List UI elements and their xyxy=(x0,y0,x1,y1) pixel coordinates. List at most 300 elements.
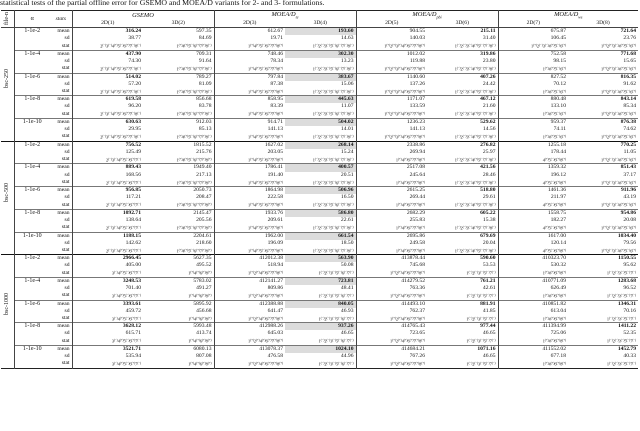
value-cell: 11.07 xyxy=(341,103,354,110)
value-cell: 851.43 xyxy=(620,164,637,171)
value-cell: 411394.99 xyxy=(498,323,568,331)
value-cell: 563.90 xyxy=(285,255,356,263)
table-row xyxy=(1,194,638,201)
value-cell: 1461.36 xyxy=(498,187,568,195)
stat-label-cell: mean xyxy=(57,164,70,171)
stat-label-cell: sd xyxy=(64,171,70,178)
value-cell: 125.49 xyxy=(72,149,143,156)
value-cell: 1(+)4(+)5(−)6(+)7(+)8(+) xyxy=(214,133,285,141)
file-name-label: bsc-500 xyxy=(4,182,10,202)
value-cell: 2050.73 xyxy=(193,187,212,194)
value-cell: 491.27 xyxy=(196,284,212,291)
value-cell: 2(−)3(−)4(+)5(−)6(+)7(−)8(−) xyxy=(72,65,143,73)
value-cell: 723.81 xyxy=(285,277,356,285)
value-cell: 22.61 xyxy=(340,216,354,223)
table-row xyxy=(1,330,638,337)
value-cell: 191.40 xyxy=(214,172,285,179)
value-cell: 816.35 xyxy=(620,73,637,80)
table-row xyxy=(1,217,638,224)
value-cell: 4(+)5(−)6(+)8(+) xyxy=(498,201,568,209)
value-cell: 1(+)2(+)4(+)6(+)7(+)8(+) xyxy=(214,269,285,277)
value-cell: 506.96 xyxy=(285,187,356,195)
file-name-cell xyxy=(1,255,14,368)
value-cell: 619.58 xyxy=(72,96,143,104)
value-cell: 96.20 xyxy=(72,103,143,110)
table-row xyxy=(1,96,638,104)
value-cell: 1(+)4(+)5(−)6(+) xyxy=(498,110,568,118)
value-cell: 1140.60 xyxy=(356,73,427,81)
value-cell: 48.41 xyxy=(340,284,354,291)
value-cell: 613.04 xyxy=(498,308,568,315)
table-row xyxy=(1,179,638,187)
value-cell: 6080.13 xyxy=(193,345,212,352)
value-cell: 1(+)4(+)5(−)6(+) xyxy=(498,65,568,73)
value-cell: 807.08 xyxy=(196,353,212,360)
header-row-cols xyxy=(1,20,638,28)
value-cell: 977.44 xyxy=(480,323,496,330)
value-cell: 1(+)4(+)6(+)7(+)8(+) xyxy=(356,179,427,187)
value-cell: 1(−)2(−)3(−)4(+)5(−)7(−)8(−) xyxy=(454,179,496,186)
table-row xyxy=(1,292,638,300)
value-cell: 1(+)4(+)6(+)8(+) xyxy=(188,270,212,276)
value-cell: 1(+)2(+)3(+)4(+)6(+)7(+)8(+) xyxy=(356,42,427,50)
value-cell: 1(+)4(+)5(−)6(+)7(+)8(+) xyxy=(176,202,212,208)
value-cell: 11.05 xyxy=(623,148,637,155)
results-table xyxy=(1,10,638,369)
value-cell: 410771.09 xyxy=(498,277,568,285)
value-cell: 29.61 xyxy=(482,194,496,201)
stat-label-cell: sd xyxy=(64,148,70,155)
value-cell: 476.58 xyxy=(214,353,285,360)
value-cell: 459.72 xyxy=(72,308,143,315)
value-cell: 1(+)4(+)5(−)6(+)7(+)8(+) xyxy=(176,179,212,186)
value-cell: 2338.86 xyxy=(356,141,427,149)
value-cell: 245.64 xyxy=(356,172,427,179)
value-cell: 605.22 xyxy=(480,209,496,216)
table-caption: statistical tests of the partial offline error for GSEMO and MOEA/D variants for 2- and 3- formulations. xyxy=(0,0,325,7)
alpha-cell: 1-1e-6 xyxy=(24,187,41,194)
value-cell: 83.78 xyxy=(198,103,212,110)
value-cell: 20.08 xyxy=(623,216,637,223)
table-row xyxy=(1,141,638,149)
table-row xyxy=(1,224,638,232)
table-row xyxy=(1,201,638,209)
value-cell: 770.25 xyxy=(620,141,637,148)
value-cell: 1(−)2(−)3(−)5(−)6(−)7(−)8(−) xyxy=(312,224,354,231)
value-cell: 137.26 xyxy=(356,81,427,88)
value-cell: 133.10 xyxy=(498,103,568,110)
value-cell: 1(−)2(−)3(−)5(−)6(−)7(−) xyxy=(318,270,354,276)
value-cell: 1092.71 xyxy=(72,209,143,217)
value-cell: 1(+)4(+)6(+)7(+)8(+) xyxy=(356,201,427,209)
value-cell: 1(−)2(−)3(−)4(+)5(−)7(−)8(−) xyxy=(454,224,496,231)
value-cell: 1(+)2(−)3(−)4(+)5(−)6(+) xyxy=(498,42,568,50)
stat-label-cell: stat xyxy=(61,246,70,253)
value-cell: 2(−)3(−)4(+)5(−)6(+)7(−) xyxy=(72,224,143,232)
value-cell: 529.62 xyxy=(480,119,496,126)
value-cell: 21.60 xyxy=(482,103,496,110)
value-cell: 74.62 xyxy=(623,126,637,133)
algo-header-moead-te: MOEA/$D_{te}$ xyxy=(214,11,356,21)
value-cell: 1(+)4(+)6(+)8(+) xyxy=(498,315,568,323)
table-row xyxy=(1,345,638,353)
value-cell: 1(+)2(+)3(−)4(+)5(−)6(+) xyxy=(601,111,637,118)
value-cell: 756.52 xyxy=(72,141,143,149)
alpha-cell: 1-1e-4 xyxy=(24,277,41,284)
table-row xyxy=(1,172,638,179)
stat-label-cell: stat xyxy=(61,88,70,95)
value-cell: 2(−)3(−)4(+)5(−)6(+)7(−)8(−) xyxy=(72,133,143,141)
value-cell: 771.68 xyxy=(620,51,637,58)
algo-header-moead-pbi: MOEA/$D_{pbi}$ xyxy=(356,11,498,21)
value-cell: 641.47 xyxy=(214,308,285,315)
value-cell: 1(−)2(−)3(−)5(−)6(−)7(−) xyxy=(318,361,354,367)
value-cell: 205.56 xyxy=(196,216,212,223)
value-cell: 23.76 xyxy=(623,35,637,42)
value-cell: 1(+)4(+)5(−)6(+) xyxy=(498,133,568,141)
value-cell: 1(+)2(+)4(+)6(+)7(+)8(+) xyxy=(356,292,427,300)
table-row xyxy=(1,277,638,285)
value-cell: 218.60 xyxy=(196,239,212,246)
value-cell: 725.06 xyxy=(498,330,568,337)
table-row xyxy=(1,51,638,59)
value-cell: 797.84 xyxy=(214,73,285,81)
value-cell: 1(−)2(−)3(−)5(−)6(−)7(−)8(−) xyxy=(312,43,354,50)
value-cell: 85.13 xyxy=(198,126,212,133)
table-row xyxy=(1,247,638,255)
value-cell: 677.18 xyxy=(498,353,568,360)
value-cell: 70.16 xyxy=(623,307,637,314)
table-row xyxy=(1,337,638,345)
value-cell: 1(+)4(+)5(−)6(+)7(+)8(−) xyxy=(176,134,212,140)
value-cell: 1(−)2(−)3(−)5(−)7(−) xyxy=(606,338,637,344)
value-cell: 2(−)3(−)4(+)5(−)6(+)7(−) xyxy=(72,201,143,209)
value-cell: 762.37 xyxy=(356,308,427,315)
stat-label-cell: stat xyxy=(61,65,70,72)
value-cell: 215.11 xyxy=(480,28,496,35)
value-cell: 1(+)4(+)5(−)6(+)7(+)8(−) xyxy=(176,111,212,118)
value-cell: 15.06 xyxy=(340,80,354,87)
value-cell: 1(+)4(+)6(+)8(+) xyxy=(188,361,212,367)
alpha-cell: 1-1e-6 xyxy=(24,300,41,307)
value-cell: 701.40 xyxy=(72,285,143,292)
stat-label-cell: stat xyxy=(61,201,70,208)
value-cell: 445.63 xyxy=(285,96,356,104)
value-cell: 1(+)2(+)3(+)4(+)6(+)7(+)8(+) xyxy=(356,65,427,73)
value-cell: 763.36 xyxy=(356,285,427,292)
value-cell: 911.96 xyxy=(620,187,637,194)
value-cell: 767.26 xyxy=(356,353,427,360)
value-cell: 15.65 xyxy=(623,58,637,65)
value-cell: 302.30 xyxy=(285,51,356,59)
value-cell: 217.13 xyxy=(196,171,212,178)
value-cell: 18.50 xyxy=(340,239,354,246)
stat-label-cell: mean xyxy=(57,51,70,58)
value-cell: 1(+)4(+)5(−)6(+)7(+)8(−) xyxy=(176,66,212,72)
value-cell: 1(+)4(+)6(+)8(+) xyxy=(188,315,212,322)
value-cell: 412388.88 xyxy=(214,300,285,308)
stat-label-cell: sd xyxy=(64,330,70,337)
stat-label-cell: mean xyxy=(57,119,70,126)
value-cell: 83.39 xyxy=(214,103,285,110)
table-row xyxy=(1,285,638,292)
value-cell: 1(+)2(+)3(−)4(+)5(−)6(+) xyxy=(601,88,637,95)
value-cell: 14.63 xyxy=(340,35,354,42)
stat-label-cell: sd xyxy=(64,239,70,246)
value-cell: 81.09 xyxy=(198,80,212,87)
value-cell: 41.85 xyxy=(482,307,496,314)
table-row xyxy=(1,88,638,96)
file-name-label: bsc-250 xyxy=(4,69,10,89)
stat-label-cell: mean xyxy=(57,300,70,307)
col-header-5: 2D(5) xyxy=(356,20,427,28)
value-cell: 411552.02 xyxy=(498,345,568,353)
value-cell: 1(−)2(−)3(−)5(−)7(−) xyxy=(606,292,637,299)
value-cell: 1(−)2(−)3(−)4(+)5(−)7(−)8(−) xyxy=(454,43,496,50)
stat-label-cell: stat xyxy=(61,292,70,299)
value-cell: 1452.79 xyxy=(617,345,637,352)
value-cell: 586.80 xyxy=(285,209,356,217)
value-cell: 421.56 xyxy=(480,164,496,171)
value-cell: 4(+)5(−)6(+)8(+) xyxy=(498,156,568,164)
stat-label-cell: sd xyxy=(64,284,70,291)
value-cell: 84.69 xyxy=(198,35,212,42)
value-cell: 316.24 xyxy=(72,28,143,36)
value-cell: 1(+)4(+)5(−)6(+) xyxy=(498,88,568,96)
table-row xyxy=(1,209,638,217)
value-cell: 96.52 xyxy=(623,284,637,291)
stat-label-cell: stat xyxy=(61,224,70,231)
table-row xyxy=(1,81,638,88)
table-row xyxy=(1,315,638,323)
value-cell: 16.50 xyxy=(340,194,354,201)
stat-label-cell: sd xyxy=(64,126,70,133)
value-cell: 1012.02 xyxy=(356,51,427,59)
stat-label-cell: mean xyxy=(57,323,70,330)
value-cell: 1(+)2(+)4(+)6(+)7(+)8(+) xyxy=(356,315,427,323)
value-cell: 1(+)2(+)4(+)6(+)7(+)8(+) xyxy=(214,315,285,323)
value-cell: 19.71 xyxy=(214,35,285,42)
stat-label-cell: mean xyxy=(57,255,70,262)
value-cell: 70.12 xyxy=(498,81,568,88)
table-row xyxy=(1,133,638,141)
value-cell: 1627.02 xyxy=(214,141,285,149)
value-cell: 2(−)3(−)4(+)5(−)6(+)7(−)8(−) xyxy=(72,110,143,118)
value-cell: 1(−)2(−)3(−)5(−)7(−) xyxy=(606,315,637,322)
value-cell: 20.04 xyxy=(482,239,496,246)
value-cell: 413878.44 xyxy=(356,255,427,263)
value-cell: 880.48 xyxy=(498,96,568,104)
table-row xyxy=(1,58,638,65)
value-cell: 140.03 xyxy=(356,35,427,42)
table-row xyxy=(1,262,638,269)
stat-label-cell: mean xyxy=(57,73,70,80)
value-cell: 3(−)4(+)5(−)6(+)7(−) xyxy=(72,269,143,277)
value-cell: 95.62 xyxy=(623,262,637,269)
value-cell: 1(+)4(+)6(+)7(+)8(+) xyxy=(356,224,427,232)
value-cell: 5993.48 xyxy=(193,323,212,330)
value-cell: 142.62 xyxy=(72,240,143,247)
value-cell: 414765.43 xyxy=(356,323,427,331)
alpha-cell: 1-1e-8 xyxy=(24,209,41,216)
value-cell: 178.44 xyxy=(498,149,568,156)
value-cell: 2(−)3(−)4(+)5(−)6(+)7(−)8(−) xyxy=(72,88,143,96)
col-header-8: 3D(8) xyxy=(596,20,610,27)
value-cell: 1(−)2(−)3(−)5(−)7(−) xyxy=(466,338,496,344)
value-cell: 78.34 xyxy=(214,58,285,65)
value-cell: 1071.16 xyxy=(477,345,496,352)
value-cell: 1(+)2(+)4(+)6(+)7(+)8(+) xyxy=(214,337,285,345)
value-cell: 133.59 xyxy=(356,103,427,110)
alpha-cell: 1-1e-2 xyxy=(24,28,41,35)
value-cell: 1(+)4(+)5(−)6(+)7(+)8(+) xyxy=(176,247,212,254)
value-cell: 1(+)4(+)5(−)6(+)7(+)8(+) xyxy=(214,224,285,232)
header-row-algos xyxy=(1,11,638,21)
table-row xyxy=(1,35,638,42)
value-cell: 43.19 xyxy=(623,194,637,201)
value-cell: 119.88 xyxy=(356,58,427,65)
value-cell: 138.64 xyxy=(72,217,143,224)
value-cell: 29.95 xyxy=(72,126,143,133)
value-cell: 1933.76 xyxy=(214,209,285,217)
value-cell: 208.47 xyxy=(196,194,212,201)
table-row xyxy=(1,126,638,133)
value-cell: 721.64 xyxy=(620,28,637,35)
value-cell: 1(+)4(+)5(−)6(+)7(+)8(+) xyxy=(214,156,285,164)
value-cell: 87.38 xyxy=(214,81,285,88)
value-cell: 881.91 xyxy=(480,300,496,307)
value-cell: 1188.15 xyxy=(72,232,143,240)
value-cell: 1617.00 xyxy=(498,232,568,240)
value-cell: 28.46 xyxy=(482,171,496,178)
value-cell: 626.49 xyxy=(498,285,568,292)
value-cell: 410851.82 xyxy=(498,300,568,308)
value-cell: 1(+)4(+)5(−)6(+)7(+)8(+) xyxy=(214,110,285,118)
value-cell: 1(+)4(+)6(+)8(+) xyxy=(498,269,568,277)
stat-label-cell: stat xyxy=(61,156,70,163)
value-cell: 1171.07 xyxy=(356,96,427,104)
alpha-cell: 1-1e-8 xyxy=(24,323,41,330)
value-cell: 514.02 xyxy=(72,73,143,81)
value-cell: 843.14 xyxy=(620,96,637,103)
value-cell: 50.08 xyxy=(340,262,354,269)
value-cell: 1359.32 xyxy=(498,164,568,172)
value-cell: 1(+)4(+)6(+)8(+) xyxy=(498,360,568,368)
value-cell: 1(+)2(+)4(+)6(+)7(+)8(+) xyxy=(214,360,285,368)
stat-label-cell: stat xyxy=(61,269,70,276)
value-cell: 1034.40 xyxy=(617,232,637,239)
value-cell: 1(−)2(−)3(−)4(+)5(−)7(−)8(−) xyxy=(454,202,496,208)
value-cell: 168.56 xyxy=(72,172,143,179)
value-cell: 597.35 xyxy=(196,28,212,35)
table-row xyxy=(1,269,638,277)
value-cell: 222.58 xyxy=(214,194,285,201)
value-cell: 1236.23 xyxy=(356,119,427,127)
stat-label-cell: stat xyxy=(61,133,70,140)
stat-label-cell: stat xyxy=(61,110,70,117)
value-cell: 1(−)2(−)3(−)5(−)7(−) xyxy=(466,361,496,367)
value-cell: 37.17 xyxy=(623,171,637,178)
alpha-cell: 1-1e-2 xyxy=(24,141,41,148)
value-cell: 1(+)2(−)3(−)4(+)5(−)6(+) xyxy=(601,156,637,163)
value-cell: 400.57 xyxy=(285,164,356,172)
value-cell: 1(+)2(−)3(−)4(+)5(−)6(+) xyxy=(601,224,637,231)
value-cell: 15.38 xyxy=(482,216,496,223)
col-header-3: 2D(3) xyxy=(214,20,285,28)
value-cell: 1(+)4(+)5(−)6(+)7(+)8(−) xyxy=(176,88,212,95)
value-cell: 57.20 xyxy=(72,81,143,88)
value-cell: 38.77 xyxy=(72,35,143,42)
value-cell: 518.80 xyxy=(480,187,496,194)
stat-label-cell: sd xyxy=(64,353,70,360)
value-cell: 4(+)5(−)6(+)8(+) xyxy=(498,179,568,187)
value-cell: 1(+)2(+)4(+)6(+)7(+)8(+) xyxy=(356,360,427,368)
value-cell: 24.42 xyxy=(482,80,496,87)
value-cell: 14.01 xyxy=(340,126,354,133)
value-cell: 1411.22 xyxy=(618,323,637,330)
value-cell: 752.58 xyxy=(498,51,568,59)
value-cell: 141.13 xyxy=(214,126,285,133)
stats-header: stats xyxy=(55,15,66,22)
table-row xyxy=(1,119,638,127)
table-row xyxy=(1,255,638,263)
value-cell: 1(+)2(+)3(−)4(+)5(−)6(+) xyxy=(601,43,637,50)
value-cell: 1(+)2(−)3(−)4(+)5(−)6(+) xyxy=(601,179,637,186)
value-cell: 91.62 xyxy=(623,80,637,87)
alpha-cell: 1-1e-10 xyxy=(22,345,42,352)
value-cell: 3(−)4(+)5(−)6(+)7(−) xyxy=(72,360,143,368)
value-cell: 1(+)4(+)6(+)7(+)8(+) xyxy=(356,247,427,255)
table-row xyxy=(1,300,638,308)
value-cell: 2145.47 xyxy=(193,209,212,216)
value-cell: 203.05 xyxy=(214,149,285,156)
value-cell: 412141.27 xyxy=(214,277,285,285)
value-cell: 3(−)4(+)5(−)6(+)7(−) xyxy=(72,315,143,323)
value-cell: 31.40 xyxy=(482,35,496,42)
value-cell: 215.76 xyxy=(196,148,212,155)
value-cell: 106.45 xyxy=(498,35,568,42)
stat-label-cell: sd xyxy=(64,80,70,87)
value-cell: 42.61 xyxy=(482,284,496,291)
value-cell: 2695.86 xyxy=(356,232,427,240)
value-cell: 182.27 xyxy=(498,217,568,224)
value-cell: 3628.12 xyxy=(72,323,143,331)
value-cell: 645.03 xyxy=(214,330,285,337)
value-cell: 407.26 xyxy=(480,73,496,80)
table-row xyxy=(1,110,638,118)
value-cell: 630.63 xyxy=(72,119,143,127)
value-cell: 193.60 xyxy=(285,28,356,36)
stat-label-cell: sd xyxy=(64,194,70,201)
file-header-label: file-n xyxy=(4,12,10,25)
value-cell: 74.11 xyxy=(498,126,568,133)
value-cell: 1(+)4(+)5(−)6(+)7(+)8(+) xyxy=(176,156,212,163)
value-cell: 211.97 xyxy=(498,194,568,201)
value-cell: 1024.10 xyxy=(285,345,356,353)
value-cell: 3(−)4(+)5(−)6(+)7(−) xyxy=(72,292,143,300)
value-cell: 46.65 xyxy=(482,353,496,360)
table-row xyxy=(1,149,638,156)
value-cell: 1(−)2(−)3(−)5(−)6(−)7(−)8(−) xyxy=(312,111,354,118)
value-cell: 530.32 xyxy=(498,262,568,269)
stat-label-cell: sd xyxy=(64,262,70,269)
value-cell: 1(−)2(−)3(−)5(−)6(−)7(−)8(−) xyxy=(312,247,354,254)
table-row xyxy=(1,28,638,36)
value-cell: 495.52 xyxy=(196,262,212,269)
table-row xyxy=(1,240,638,247)
value-cell: 840.05 xyxy=(285,300,356,308)
value-cell: 52.35 xyxy=(623,330,637,337)
